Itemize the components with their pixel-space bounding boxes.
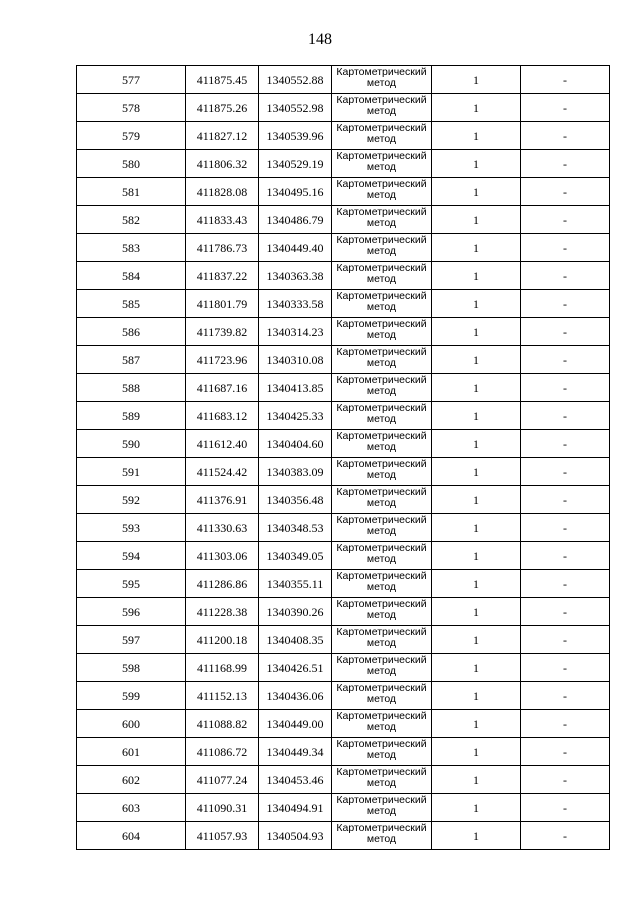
x-coordinate-cell: 411077.24 [186, 766, 259, 794]
method-cell: Картометрический метод [332, 66, 432, 94]
x-coordinate-cell: 411786.73 [186, 234, 259, 262]
method-cell: Картометрический метод [332, 570, 432, 598]
x-coordinate-cell: 411086.72 [186, 738, 259, 766]
table-row [77, 822, 610, 850]
method-cell: Картометрический метод [332, 318, 432, 346]
y-coordinate-cell: 1340413.85 [259, 374, 332, 402]
method-cell: Картометрический метод [332, 430, 432, 458]
accuracy-cell: 1 [432, 794, 521, 822]
method-cell: Картометрический метод [332, 458, 432, 486]
accuracy-cell: 1 [432, 318, 521, 346]
point-number-cell: 587 [77, 346, 186, 374]
point-number-cell: 582 [77, 206, 186, 234]
method-cell: Картометрический метод [332, 290, 432, 318]
accuracy-cell: 1 [432, 710, 521, 738]
method-cell: Картометрический метод [332, 654, 432, 682]
x-coordinate-cell: 411828.08 [186, 178, 259, 206]
y-coordinate-cell: 1340495.16 [259, 178, 332, 206]
method-cell: Картометрический метод [332, 682, 432, 710]
table-row [77, 66, 610, 94]
table-row [77, 514, 610, 542]
table-row [77, 318, 610, 346]
table-row [77, 598, 610, 626]
method-cell: Картометрический метод [332, 626, 432, 654]
accuracy-cell: 1 [432, 206, 521, 234]
x-coordinate-cell: 411228.38 [186, 598, 259, 626]
accuracy-cell: 1 [432, 822, 521, 850]
accuracy-cell: 1 [432, 402, 521, 430]
point-number-cell: 603 [77, 794, 186, 822]
y-coordinate-cell: 1340529.19 [259, 150, 332, 178]
table-row [77, 122, 610, 150]
x-coordinate-cell: 411827.12 [186, 122, 259, 150]
method-cell: Картометрический метод [332, 598, 432, 626]
method-cell: Картометрический метод [332, 94, 432, 122]
table-row [77, 178, 610, 206]
accuracy-cell: 1 [432, 234, 521, 262]
point-number-cell: 599 [77, 682, 186, 710]
accuracy-cell: 1 [432, 262, 521, 290]
y-coordinate-cell: 1340363.38 [259, 262, 332, 290]
note-cell: - [521, 738, 610, 766]
x-coordinate-cell: 411801.79 [186, 290, 259, 318]
x-coordinate-cell: 411090.31 [186, 794, 259, 822]
x-coordinate-cell: 411683.12 [186, 402, 259, 430]
note-cell: - [521, 122, 610, 150]
table-row [77, 206, 610, 234]
table-row [77, 486, 610, 514]
accuracy-cell: 1 [432, 626, 521, 654]
method-cell: Картометрический метод [332, 374, 432, 402]
method-cell: Картометрический метод [332, 150, 432, 178]
point-number-cell: 591 [77, 458, 186, 486]
accuracy-cell: 1 [432, 178, 521, 206]
table-row [77, 262, 610, 290]
x-coordinate-cell: 411376.91 [186, 486, 259, 514]
method-cell: Картометрический метод [332, 542, 432, 570]
point-number-cell: 592 [77, 486, 186, 514]
table-row [77, 94, 610, 122]
method-cell: Картометрический метод [332, 794, 432, 822]
y-coordinate-cell: 1340552.98 [259, 94, 332, 122]
note-cell: - [521, 234, 610, 262]
note-cell: - [521, 66, 610, 94]
y-coordinate-cell: 1340383.09 [259, 458, 332, 486]
x-coordinate-cell: 411286.86 [186, 570, 259, 598]
point-number-cell: 577 [77, 66, 186, 94]
accuracy-cell: 1 [432, 290, 521, 318]
y-coordinate-cell: 1340404.60 [259, 430, 332, 458]
point-number-cell: 589 [77, 402, 186, 430]
table-row [77, 682, 610, 710]
method-cell: Картометрический метод [332, 486, 432, 514]
method-cell: Картометрический метод [332, 766, 432, 794]
table-row [77, 374, 610, 402]
y-coordinate-cell: 1340390.26 [259, 598, 332, 626]
accuracy-cell: 1 [432, 458, 521, 486]
x-coordinate-cell: 411875.26 [186, 94, 259, 122]
x-coordinate-cell: 411330.63 [186, 514, 259, 542]
note-cell: - [521, 682, 610, 710]
table-row [77, 570, 610, 598]
note-cell: - [521, 346, 610, 374]
y-coordinate-cell: 1340449.40 [259, 234, 332, 262]
point-number-cell: 604 [77, 822, 186, 850]
x-coordinate-cell: 411057.93 [186, 822, 259, 850]
note-cell: - [521, 206, 610, 234]
y-coordinate-cell: 1340486.79 [259, 206, 332, 234]
accuracy-cell: 1 [432, 654, 521, 682]
accuracy-cell: 1 [432, 486, 521, 514]
y-coordinate-cell: 1340408.35 [259, 626, 332, 654]
x-coordinate-cell: 411200.18 [186, 626, 259, 654]
note-cell: - [521, 150, 610, 178]
y-coordinate-cell: 1340449.34 [259, 738, 332, 766]
point-number-cell: 593 [77, 514, 186, 542]
note-cell: - [521, 570, 610, 598]
note-cell: - [521, 262, 610, 290]
y-coordinate-cell: 1340349.05 [259, 542, 332, 570]
table-row [77, 654, 610, 682]
method-cell: Картометрический метод [332, 402, 432, 430]
accuracy-cell: 1 [432, 94, 521, 122]
point-number-cell: 581 [77, 178, 186, 206]
table-row [77, 626, 610, 654]
note-cell: - [521, 598, 610, 626]
x-coordinate-cell: 411833.43 [186, 206, 259, 234]
point-number-cell: 597 [77, 626, 186, 654]
x-coordinate-cell: 411739.82 [186, 318, 259, 346]
table-row [77, 738, 610, 766]
y-coordinate-cell: 1340355.11 [259, 570, 332, 598]
coordinates-table [76, 65, 610, 850]
point-number-cell: 596 [77, 598, 186, 626]
accuracy-cell: 1 [432, 738, 521, 766]
table-row [77, 458, 610, 486]
y-coordinate-cell: 1340425.33 [259, 402, 332, 430]
note-cell: - [521, 654, 610, 682]
x-coordinate-cell: 411723.96 [186, 346, 259, 374]
y-coordinate-cell: 1340504.93 [259, 822, 332, 850]
method-cell: Картометрический метод [332, 710, 432, 738]
x-coordinate-cell: 411687.16 [186, 374, 259, 402]
x-coordinate-cell: 411088.82 [186, 710, 259, 738]
y-coordinate-cell: 1340333.58 [259, 290, 332, 318]
y-coordinate-cell: 1340449.00 [259, 710, 332, 738]
accuracy-cell: 1 [432, 542, 521, 570]
note-cell: - [521, 710, 610, 738]
note-cell: - [521, 402, 610, 430]
point-number-cell: 601 [77, 738, 186, 766]
y-coordinate-cell: 1340356.48 [259, 486, 332, 514]
point-number-cell: 595 [77, 570, 186, 598]
point-number-cell: 600 [77, 710, 186, 738]
point-number-cell: 590 [77, 430, 186, 458]
note-cell: - [521, 374, 610, 402]
method-cell: Картометрический метод [332, 262, 432, 290]
method-cell: Картометрический метод [332, 206, 432, 234]
method-cell: Картометрический метод [332, 514, 432, 542]
accuracy-cell: 1 [432, 514, 521, 542]
accuracy-cell: 1 [432, 570, 521, 598]
accuracy-cell: 1 [432, 598, 521, 626]
point-number-cell: 584 [77, 262, 186, 290]
point-number-cell: 598 [77, 654, 186, 682]
x-coordinate-cell: 411837.22 [186, 262, 259, 290]
accuracy-cell: 1 [432, 346, 521, 374]
point-number-cell: 579 [77, 122, 186, 150]
note-cell: - [521, 766, 610, 794]
method-cell: Картометрический метод [332, 346, 432, 374]
method-cell: Картометрический метод [332, 738, 432, 766]
accuracy-cell: 1 [432, 374, 521, 402]
table-row [77, 234, 610, 262]
coordinates-table-body [77, 66, 610, 850]
note-cell: - [521, 542, 610, 570]
table-row [77, 290, 610, 318]
point-number-cell: 586 [77, 318, 186, 346]
note-cell: - [521, 794, 610, 822]
point-number-cell: 580 [77, 150, 186, 178]
y-coordinate-cell: 1340426.51 [259, 654, 332, 682]
x-coordinate-cell: 411612.40 [186, 430, 259, 458]
table-row [77, 430, 610, 458]
point-number-cell: 594 [77, 542, 186, 570]
accuracy-cell: 1 [432, 66, 521, 94]
x-coordinate-cell: 411168.99 [186, 654, 259, 682]
note-cell: - [521, 822, 610, 850]
note-cell: - [521, 94, 610, 122]
table-row [77, 150, 610, 178]
y-coordinate-cell: 1340348.53 [259, 514, 332, 542]
method-cell: Картометрический метод [332, 234, 432, 262]
page-number: 148 [308, 31, 332, 48]
table-row [77, 346, 610, 374]
table-row [77, 542, 610, 570]
table-row [77, 766, 610, 794]
point-number-cell: 585 [77, 290, 186, 318]
note-cell: - [521, 514, 610, 542]
table-row [77, 710, 610, 738]
point-number-cell: 602 [77, 766, 186, 794]
method-cell: Картометрический метод [332, 822, 432, 850]
point-number-cell: 588 [77, 374, 186, 402]
table-row [77, 794, 610, 822]
y-coordinate-cell: 1340552.88 [259, 66, 332, 94]
y-coordinate-cell: 1340494.91 [259, 794, 332, 822]
note-cell: - [521, 178, 610, 206]
accuracy-cell: 1 [432, 682, 521, 710]
method-cell: Картометрический метод [332, 178, 432, 206]
y-coordinate-cell: 1340453.46 [259, 766, 332, 794]
point-number-cell: 578 [77, 94, 186, 122]
x-coordinate-cell: 411152.13 [186, 682, 259, 710]
x-coordinate-cell: 411303.06 [186, 542, 259, 570]
note-cell: - [521, 318, 610, 346]
x-coordinate-cell: 411524.42 [186, 458, 259, 486]
accuracy-cell: 1 [432, 122, 521, 150]
accuracy-cell: 1 [432, 766, 521, 794]
y-coordinate-cell: 1340436.06 [259, 682, 332, 710]
note-cell: - [521, 458, 610, 486]
accuracy-cell: 1 [432, 150, 521, 178]
y-coordinate-cell: 1340539.96 [259, 122, 332, 150]
note-cell: - [521, 290, 610, 318]
y-coordinate-cell: 1340310.08 [259, 346, 332, 374]
note-cell: - [521, 486, 610, 514]
note-cell: - [521, 626, 610, 654]
method-cell: Картометрический метод [332, 122, 432, 150]
table-row [77, 402, 610, 430]
point-number-cell: 583 [77, 234, 186, 262]
accuracy-cell: 1 [432, 430, 521, 458]
y-coordinate-cell: 1340314.23 [259, 318, 332, 346]
note-cell: - [521, 430, 610, 458]
x-coordinate-cell: 411875.45 [186, 66, 259, 94]
x-coordinate-cell: 411806.32 [186, 150, 259, 178]
